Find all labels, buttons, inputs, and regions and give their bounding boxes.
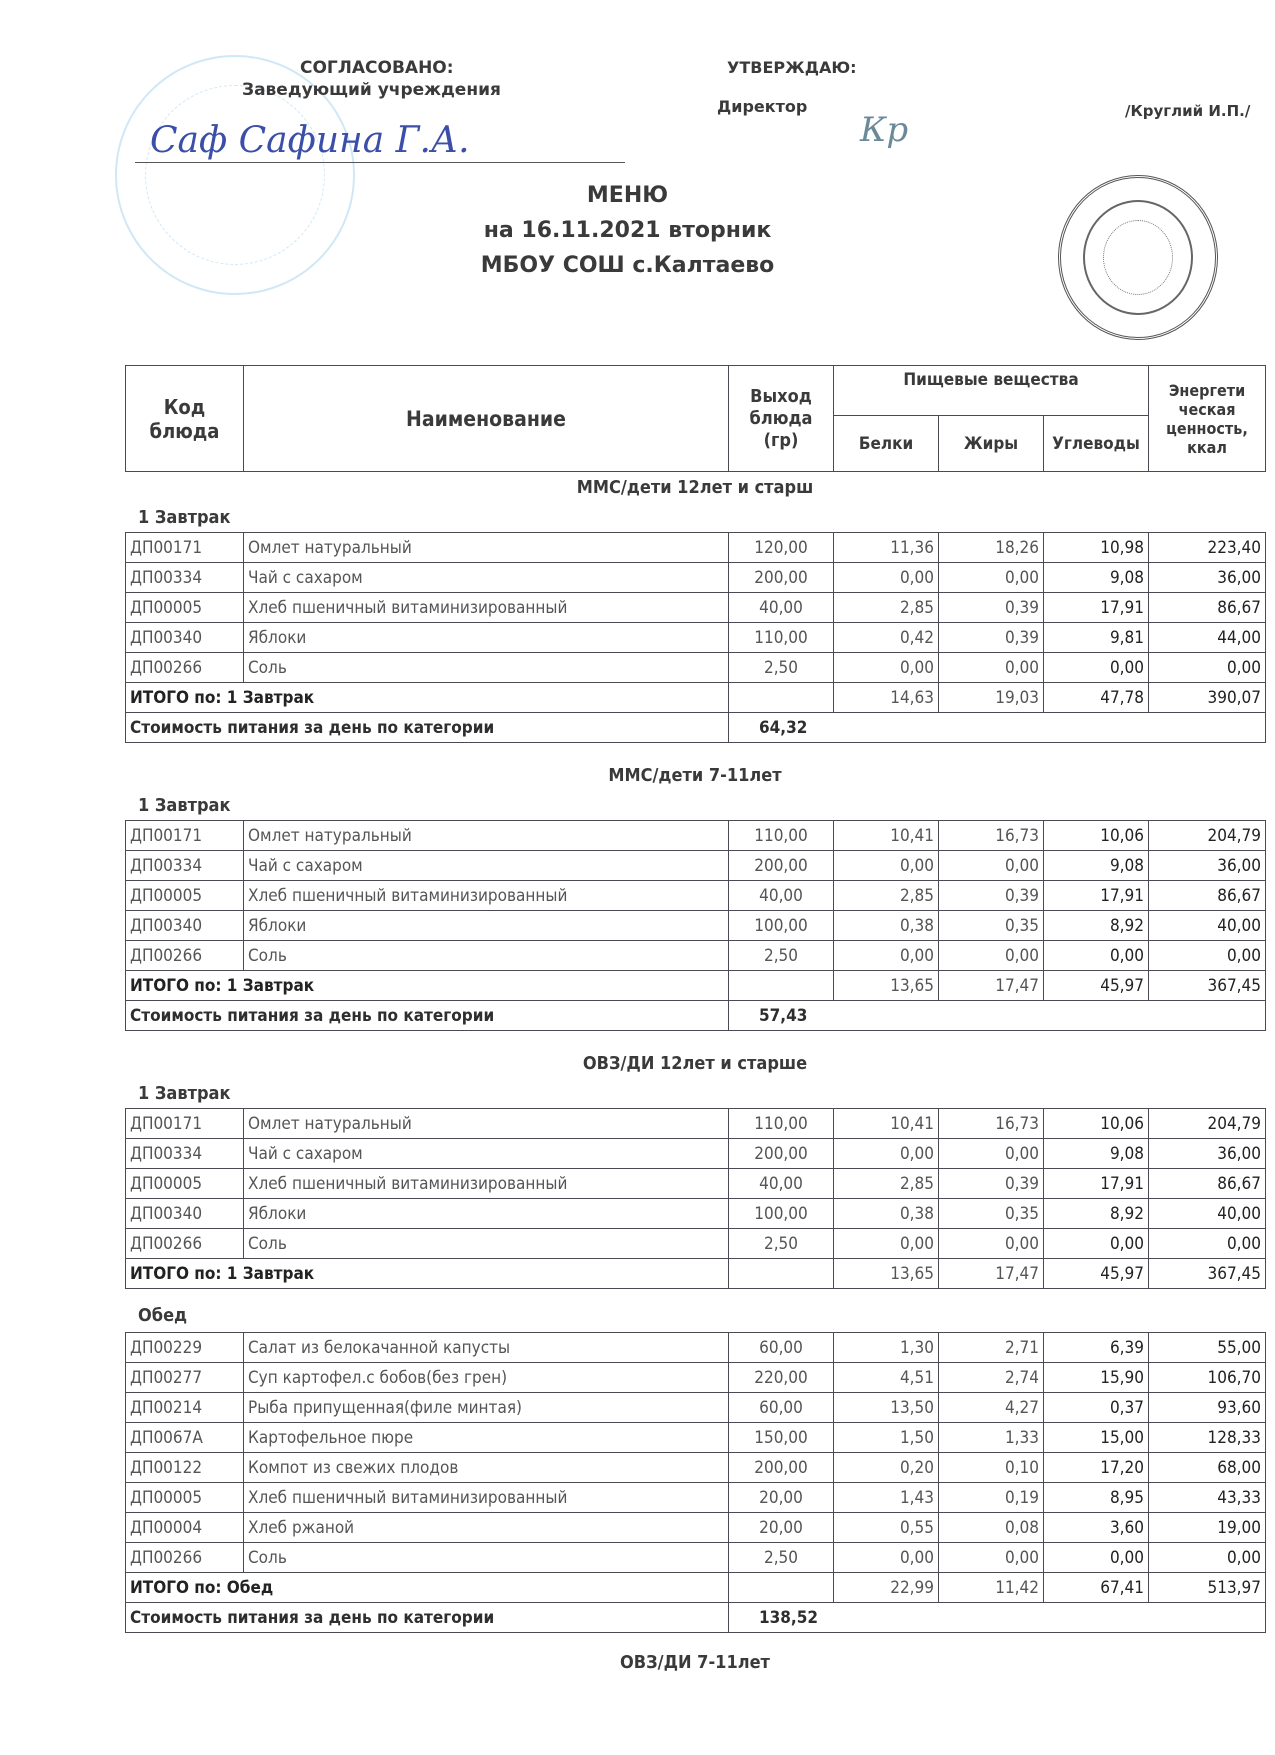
dish-name: Яблоки [244, 1199, 729, 1229]
dish-proteins: 0,00 [834, 941, 939, 971]
dish-energy: 86,67 [1149, 881, 1266, 911]
cost-value: 138,52 [729, 1603, 1266, 1633]
section-title: ОВЗ/ДИ 12лет и старше [582, 1053, 808, 1074]
dish-name: Чай с сахаром [244, 1139, 729, 1169]
dish-carbs: 9,08 [1044, 1139, 1149, 1169]
dish-fats: 0,39 [939, 593, 1044, 623]
table-row [126, 653, 1266, 683]
table-row [126, 881, 1266, 911]
dish-energy: 204,79 [1149, 1109, 1266, 1139]
dish-energy: 93,60 [1149, 1393, 1266, 1423]
dish-energy: 55,00 [1149, 1333, 1266, 1363]
dish-code: ДП00005 [126, 1483, 244, 1513]
dish-output: 40,00 [729, 593, 834, 623]
dish-code: ДП00340 [126, 911, 244, 941]
dish-output: 120,00 [729, 533, 834, 563]
table-row [126, 1393, 1266, 1423]
total-output-empty [729, 1259, 834, 1289]
dish-code: ДП00214 [126, 1393, 244, 1423]
cost-label: Стоимость питания за день по категории [126, 1603, 729, 1633]
total-carbs: 45,97 [1044, 971, 1149, 1001]
total-row [126, 1573, 1266, 1603]
total-energy: 367,45 [1149, 971, 1266, 1001]
header-proteins: Белки [834, 416, 939, 472]
dish-code: ДП00334 [126, 851, 244, 881]
dish-energy: 40,00 [1149, 911, 1266, 941]
dish-fats: 0,00 [939, 851, 1044, 881]
total-proteins: 13,65 [834, 971, 939, 1001]
table-row [126, 1483, 1266, 1513]
dish-proteins: 11,36 [834, 533, 939, 563]
table-row [126, 911, 1266, 941]
table-row [126, 563, 1266, 593]
dish-code: ДП00266 [126, 653, 244, 683]
total-label: ИТОГО по: Обед [126, 1573, 729, 1603]
header-nutrients: Пищевые вещества [834, 366, 1149, 416]
dish-code: ДП00334 [126, 563, 244, 593]
dish-output: 2,50 [729, 1229, 834, 1259]
dish-energy: 36,00 [1149, 563, 1266, 593]
dish-energy: 43,33 [1149, 1483, 1266, 1513]
total-fats: 17,47 [939, 1259, 1044, 1289]
dish-proteins: 0,42 [834, 623, 939, 653]
dish-proteins: 0,00 [834, 563, 939, 593]
dish-fats: 2,74 [939, 1363, 1044, 1393]
dish-name: Суп картофел.с бобов(без грен) [244, 1363, 729, 1393]
dish-name: Рыба припущенная(филе минтая) [244, 1393, 729, 1423]
table-row [126, 623, 1266, 653]
dish-proteins: 1,50 [834, 1423, 939, 1453]
total-row [126, 971, 1266, 1001]
table-row [126, 941, 1266, 971]
dish-proteins: 0,00 [834, 1543, 939, 1573]
dish-code: ДП00005 [126, 881, 244, 911]
table-row [126, 1199, 1266, 1229]
approval-left-title: СОГЛАСОВАНО: [300, 58, 454, 78]
dish-proteins: 1,43 [834, 1483, 939, 1513]
dish-fats: 0,00 [939, 653, 1044, 683]
dish-code: ДП00340 [126, 1199, 244, 1229]
dish-fats: 0,00 [939, 1229, 1044, 1259]
dish-energy: 0,00 [1149, 1229, 1266, 1259]
dish-energy: 204,79 [1149, 821, 1266, 851]
dish-code: ДП00005 [126, 593, 244, 623]
dish-fats: 0,19 [939, 1483, 1044, 1513]
cost-row [126, 713, 1266, 743]
dish-fats: 16,73 [939, 1109, 1044, 1139]
dish-proteins: 10,41 [834, 821, 939, 851]
total-energy: 367,45 [1149, 1259, 1266, 1289]
total-output-empty [729, 1573, 834, 1603]
section-title: ММС/дети 7-11лет [608, 765, 782, 786]
approval-right-role: Директор [717, 97, 808, 116]
approval-left-role: Заведующий учреждения [242, 80, 501, 100]
school-name [0, 253, 1275, 278]
table-row [126, 593, 1266, 623]
total-label: ИТОГО по: 1 Завтрак [126, 1259, 729, 1289]
total-carbs: 67,41 [1044, 1573, 1149, 1603]
dish-carbs: 15,00 [1044, 1423, 1149, 1453]
dish-energy: 0,00 [1149, 1543, 1266, 1573]
dish-proteins: 4,51 [834, 1363, 939, 1393]
header-output: Выход блюда (гр) [729, 366, 834, 472]
table-row [126, 1453, 1266, 1483]
table-header [125, 365, 1266, 472]
total-energy: 513,97 [1149, 1573, 1266, 1603]
dish-carbs: 0,00 [1044, 1543, 1149, 1573]
dish-fats: 0,35 [939, 911, 1044, 941]
dish-code: ДП00277 [126, 1363, 244, 1393]
table-row [126, 1333, 1266, 1363]
dish-carbs: 9,08 [1044, 563, 1149, 593]
meal-title: 1 Завтрак [138, 1083, 231, 1104]
dish-fats: 0,39 [939, 881, 1044, 911]
menu-table-section-3-breakfast [125, 1108, 1266, 1289]
dish-energy: 223,40 [1149, 533, 1266, 563]
table-row [126, 851, 1266, 881]
dish-fats: 4,27 [939, 1393, 1044, 1423]
dish-code: ДП00229 [126, 1333, 244, 1363]
dish-fats: 0,00 [939, 1543, 1044, 1573]
dish-proteins: 0,55 [834, 1513, 939, 1543]
dish-carbs: 10,98 [1044, 533, 1149, 563]
total-fats: 17,47 [939, 971, 1044, 1001]
dish-code: ДП00334 [126, 1139, 244, 1169]
total-output-empty [729, 683, 834, 713]
dish-name: Омлет натуральный [244, 1109, 729, 1139]
approval-left-signature: Саф Сафина Г.А. [150, 120, 470, 161]
dish-carbs: 8,95 [1044, 1483, 1149, 1513]
total-proteins: 13,65 [834, 1259, 939, 1289]
dish-code: ДП00171 [126, 821, 244, 851]
dish-fats: 0,10 [939, 1453, 1044, 1483]
dish-name: Омлет натуральный [244, 821, 729, 851]
header-carbs: Углеводы [1044, 416, 1149, 472]
dish-fats: 0,00 [939, 563, 1044, 593]
dish-output: 2,50 [729, 653, 834, 683]
dish-carbs: 17,91 [1044, 881, 1149, 911]
total-fats: 11,42 [939, 1573, 1044, 1603]
menu-table-section-1 [125, 532, 1266, 743]
dish-output: 60,00 [729, 1333, 834, 1363]
total-label: ИТОГО по: 1 Завтрак [126, 971, 729, 1001]
table-row [126, 1139, 1266, 1169]
dish-output: 60,00 [729, 1393, 834, 1423]
dish-carbs: 9,81 [1044, 623, 1149, 653]
dish-carbs: 0,37 [1044, 1393, 1149, 1423]
dish-carbs: 0,00 [1044, 1229, 1149, 1259]
dish-name: Салат из белокачанной капусты [244, 1333, 729, 1363]
dish-output: 2,50 [729, 1543, 834, 1573]
dish-output: 220,00 [729, 1363, 834, 1393]
dish-energy: 68,00 [1149, 1453, 1266, 1483]
dish-output: 200,00 [729, 563, 834, 593]
table-row [126, 1423, 1266, 1453]
dish-code: ДП00171 [126, 1109, 244, 1139]
dish-output: 110,00 [729, 623, 834, 653]
dish-proteins: 13,50 [834, 1393, 939, 1423]
dish-proteins: 2,85 [834, 881, 939, 911]
dish-energy: 19,00 [1149, 1513, 1266, 1543]
dish-proteins: 0,00 [834, 1139, 939, 1169]
dish-fats: 18,26 [939, 533, 1044, 563]
dish-code: ДП00266 [126, 1229, 244, 1259]
header-energy: Энергети ческая ценность, ккал [1149, 366, 1266, 472]
dish-code: ДП00266 [126, 941, 244, 971]
dish-fats: 0,35 [939, 1199, 1044, 1229]
dish-proteins: 0,00 [834, 653, 939, 683]
table-row [126, 1169, 1266, 1199]
dish-output: 20,00 [729, 1513, 834, 1543]
total-carbs: 47,78 [1044, 683, 1149, 713]
table-row [126, 1543, 1266, 1573]
dish-fats: 0,00 [939, 941, 1044, 971]
dish-name: Соль [244, 941, 729, 971]
header-fats: Жиры [939, 416, 1044, 472]
dish-name: Яблоки [244, 911, 729, 941]
total-proteins: 14,63 [834, 683, 939, 713]
dish-fats: 16,73 [939, 821, 1044, 851]
total-energy: 390,07 [1149, 683, 1266, 713]
dish-code: ДП00266 [126, 1543, 244, 1573]
approval-right-name: /Круглий И.П./ [1125, 102, 1251, 120]
dish-carbs: 8,92 [1044, 911, 1149, 941]
dish-carbs: 0,00 [1044, 653, 1149, 683]
menu-table-section-2 [125, 820, 1266, 1031]
cost-value: 57,43 [729, 1001, 1266, 1031]
dish-output: 40,00 [729, 881, 834, 911]
dish-name: Картофельное пюре [244, 1423, 729, 1453]
dish-proteins: 0,38 [834, 911, 939, 941]
dish-name: Хлеб пшеничный витаминизированный [244, 593, 729, 623]
dish-carbs: 15,90 [1044, 1363, 1149, 1393]
cost-row [126, 1603, 1266, 1633]
table-row [126, 821, 1266, 851]
dish-code: ДП00122 [126, 1453, 244, 1483]
dish-carbs: 17,91 [1044, 1169, 1149, 1199]
cost-value: 64,32 [729, 713, 1266, 743]
dish-output: 100,00 [729, 1199, 834, 1229]
cost-label: Стоимость питания за день по категории [126, 1001, 729, 1031]
dish-output: 200,00 [729, 1453, 834, 1483]
dish-name: Яблоки [244, 623, 729, 653]
dish-output: 40,00 [729, 1169, 834, 1199]
dish-output: 2,50 [729, 941, 834, 971]
total-row [126, 683, 1266, 713]
dish-fats: 0,00 [939, 1139, 1044, 1169]
total-carbs: 45,97 [1044, 1259, 1149, 1289]
dish-code: ДП00005 [126, 1169, 244, 1199]
dish-proteins: 10,41 [834, 1109, 939, 1139]
dish-fats: 0,08 [939, 1513, 1044, 1543]
dish-proteins: 2,85 [834, 593, 939, 623]
page-title [0, 183, 1275, 208]
dish-carbs: 17,91 [1044, 593, 1149, 623]
dish-energy: 106,70 [1149, 1363, 1266, 1393]
dish-proteins: 0,38 [834, 1199, 939, 1229]
dish-proteins: 2,85 [834, 1169, 939, 1199]
dish-energy: 128,33 [1149, 1423, 1266, 1453]
meal-title: 1 Завтрак [138, 795, 231, 816]
cost-label: Стоимость питания за день по категории [126, 713, 729, 743]
dish-carbs: 17,20 [1044, 1453, 1149, 1483]
dish-carbs: 8,92 [1044, 1199, 1149, 1229]
menu-date [0, 218, 1275, 243]
dish-carbs: 0,00 [1044, 941, 1149, 971]
dish-name: Чай с сахаром [244, 851, 729, 881]
table-row [126, 1363, 1266, 1393]
dish-name: Соль [244, 653, 729, 683]
dish-carbs: 6,39 [1044, 1333, 1149, 1363]
header-code: Код блюда [126, 366, 244, 472]
dish-proteins: 0,00 [834, 851, 939, 881]
table-row [126, 1229, 1266, 1259]
table-row [126, 1513, 1266, 1543]
dish-name: Хлеб пшеничный витаминизированный [244, 881, 729, 911]
dish-energy: 40,00 [1149, 1199, 1266, 1229]
header-name: Наименование [244, 366, 729, 472]
dish-proteins: 0,20 [834, 1453, 939, 1483]
dish-name: Соль [244, 1543, 729, 1573]
section-title: ММС/дети 12лет и старш [576, 477, 814, 498]
dish-fats: 2,71 [939, 1333, 1044, 1363]
table-row [126, 533, 1266, 563]
total-label: ИТОГО по: 1 Завтрак [126, 683, 729, 713]
dish-energy: 86,67 [1149, 1169, 1266, 1199]
dish-output: 110,00 [729, 821, 834, 851]
approval-right-signature: Кр [860, 110, 909, 150]
approval-right-title: УТВЕРЖДАЮ: [727, 58, 857, 77]
total-output-empty [729, 971, 834, 1001]
dish-code: ДП00171 [126, 533, 244, 563]
dish-carbs: 9,08 [1044, 851, 1149, 881]
dish-proteins: 1,30 [834, 1333, 939, 1363]
dish-energy: 36,00 [1149, 1139, 1266, 1169]
meal-title: 1 Завтрак [138, 507, 231, 528]
menu-date-text: на 16.11.2021 вторник [483, 218, 772, 243]
section-title: ОВЗ/ДИ 7-11лет [620, 1652, 770, 1673]
dish-name: Хлеб пшеничный витаминизированный [244, 1483, 729, 1513]
page-title-text: МЕНЮ [586, 183, 669, 208]
dish-energy: 0,00 [1149, 653, 1266, 683]
dish-code: ДП00340 [126, 623, 244, 653]
dish-output: 150,00 [729, 1423, 834, 1453]
dish-energy: 44,00 [1149, 623, 1266, 653]
dish-code: ДП0067А [126, 1423, 244, 1453]
total-fats: 19,03 [939, 683, 1044, 713]
dish-output: 100,00 [729, 911, 834, 941]
total-proteins: 22,99 [834, 1573, 939, 1603]
dish-energy: 86,67 [1149, 593, 1266, 623]
dish-fats: 0,39 [939, 623, 1044, 653]
dish-name: Соль [244, 1229, 729, 1259]
dish-carbs: 10,06 [1044, 1109, 1149, 1139]
dish-name: Омлет натуральный [244, 533, 729, 563]
dish-name: Чай с сахаром [244, 563, 729, 593]
dish-proteins: 0,00 [834, 1229, 939, 1259]
dish-output: 110,00 [729, 1109, 834, 1139]
dish-fats: 0,39 [939, 1169, 1044, 1199]
dish-output: 200,00 [729, 1139, 834, 1169]
dish-fats: 1,33 [939, 1423, 1044, 1453]
dish-energy: 36,00 [1149, 851, 1266, 881]
dish-carbs: 3,60 [1044, 1513, 1149, 1543]
dish-name: Хлеб пшеничный витаминизированный [244, 1169, 729, 1199]
dish-code: ДП00004 [126, 1513, 244, 1543]
signature-line [135, 162, 625, 163]
school-name-text: МБОУ СОШ с.Калтаево [480, 253, 775, 278]
dish-output: 20,00 [729, 1483, 834, 1513]
dish-carbs: 10,06 [1044, 821, 1149, 851]
dish-output: 200,00 [729, 851, 834, 881]
dish-name: Компот из свежих плодов [244, 1453, 729, 1483]
meal-title: Обед [138, 1305, 188, 1326]
table-row [126, 1109, 1266, 1139]
dish-energy: 0,00 [1149, 941, 1266, 971]
total-row [126, 1259, 1266, 1289]
dish-name: Хлеб ржаной [244, 1513, 729, 1543]
menu-table-section-3-lunch [125, 1332, 1266, 1633]
cost-row [126, 1001, 1266, 1031]
